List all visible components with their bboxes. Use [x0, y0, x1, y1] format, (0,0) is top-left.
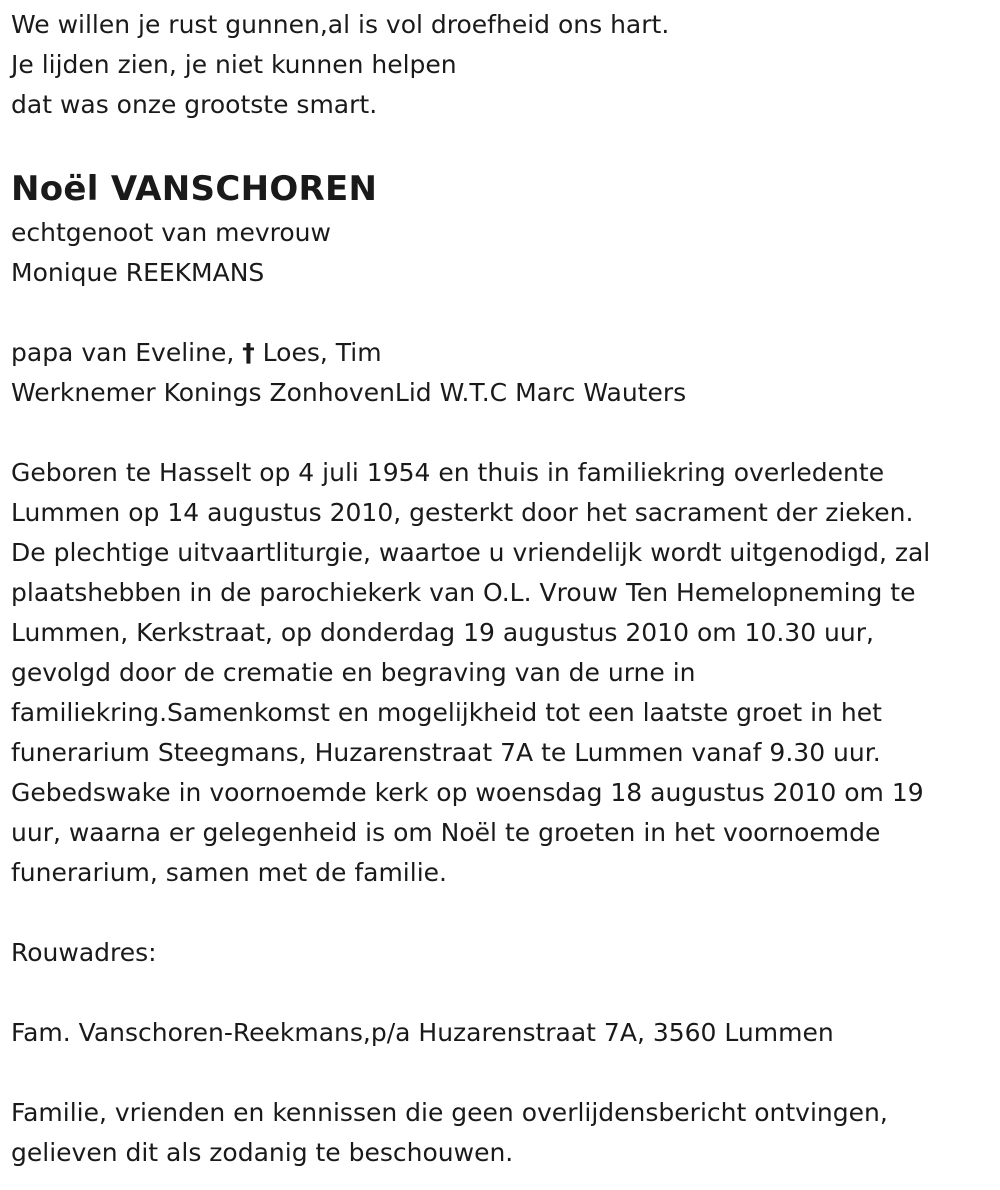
children-suffix: Loes, Tim [254, 338, 382, 367]
details-paragraph [11, 453, 991, 893]
poem-line: We willen je rust gunnen,al is vol droefheid ons hart. [11, 10, 670, 39]
children-line [11, 333, 991, 373]
details-line: uur, waarna er gelegenheid is om Noël te groeten in het voornoemde [11, 818, 881, 847]
closing-line: Familie, vrienden en kennissen die geen overlijdensbericht ontvingen, [11, 1098, 888, 1127]
spacer [11, 973, 991, 1013]
closing-note [11, 1093, 991, 1173]
spacer [11, 125, 991, 165]
details-line: Geboren te Hasselt op 4 juli 1954 en thuis in familiekring overledente [11, 458, 885, 487]
details-line: funerarium Steegmans, Huzarenstraat 7A te Lummen vanaf 9.30 uur. [11, 738, 881, 767]
details-line: gevolgd door de crematie en begraving van de urne in [11, 658, 696, 687]
details-line: funerarium, samen met de familie. [11, 858, 447, 887]
address-value: Fam. Vanschoren-Reekmans,p/a Huzarenstraat 7A, 3560 Lummen [11, 1018, 834, 1047]
spouse-line: echtgenoot van mevrouw [11, 218, 331, 247]
spouse-name: Monique REEKMANS [11, 258, 265, 287]
poem-line: dat was onze grootste smart. [11, 90, 378, 119]
poem [11, 5, 991, 125]
details-line: familiekring.Samenkomst en mogelijkheid tot een laatste groet in het [11, 698, 882, 727]
details-line: Gebedswake in voornoemde kerk op woensdag 18 augustus 2010 om 19 [11, 778, 924, 807]
spacer [11, 413, 991, 453]
deceased-name: Noël VANSCHOREN [11, 169, 378, 209]
closing-line: gelieven dit als zodanig te beschouwen. [11, 1138, 514, 1167]
cross-icon: † [242, 338, 255, 367]
children-prefix: papa van Eveline, [11, 338, 243, 367]
poem-line: Je lijden zien, je niet kunnen helpen [11, 50, 457, 79]
details-line: Lummen op 14 augustus 2010, gesterkt door het sacrament der zieken. [11, 498, 914, 527]
details-line: plaatshebben in de parochiekerk van O.L. Vrouw Ten Hemelopneming te [11, 578, 916, 607]
address-label: Rouwadres: [11, 938, 157, 967]
spacer [11, 293, 991, 333]
spacer [11, 1053, 991, 1093]
details-line: Lummen, Kerkstraat, op donderdag 19 augustus 2010 om 10.30 uur, [11, 618, 874, 647]
work-line: Werknemer Konings ZonhovenLid W.T.C Marc Wauters [11, 378, 687, 407]
obituary-notice [11, 5, 991, 1173]
spacer [11, 893, 991, 933]
details-line: De plechtige uitvaartliturgie, waartoe u vriendelijk wordt uitgenodigd, zal [11, 538, 931, 567]
